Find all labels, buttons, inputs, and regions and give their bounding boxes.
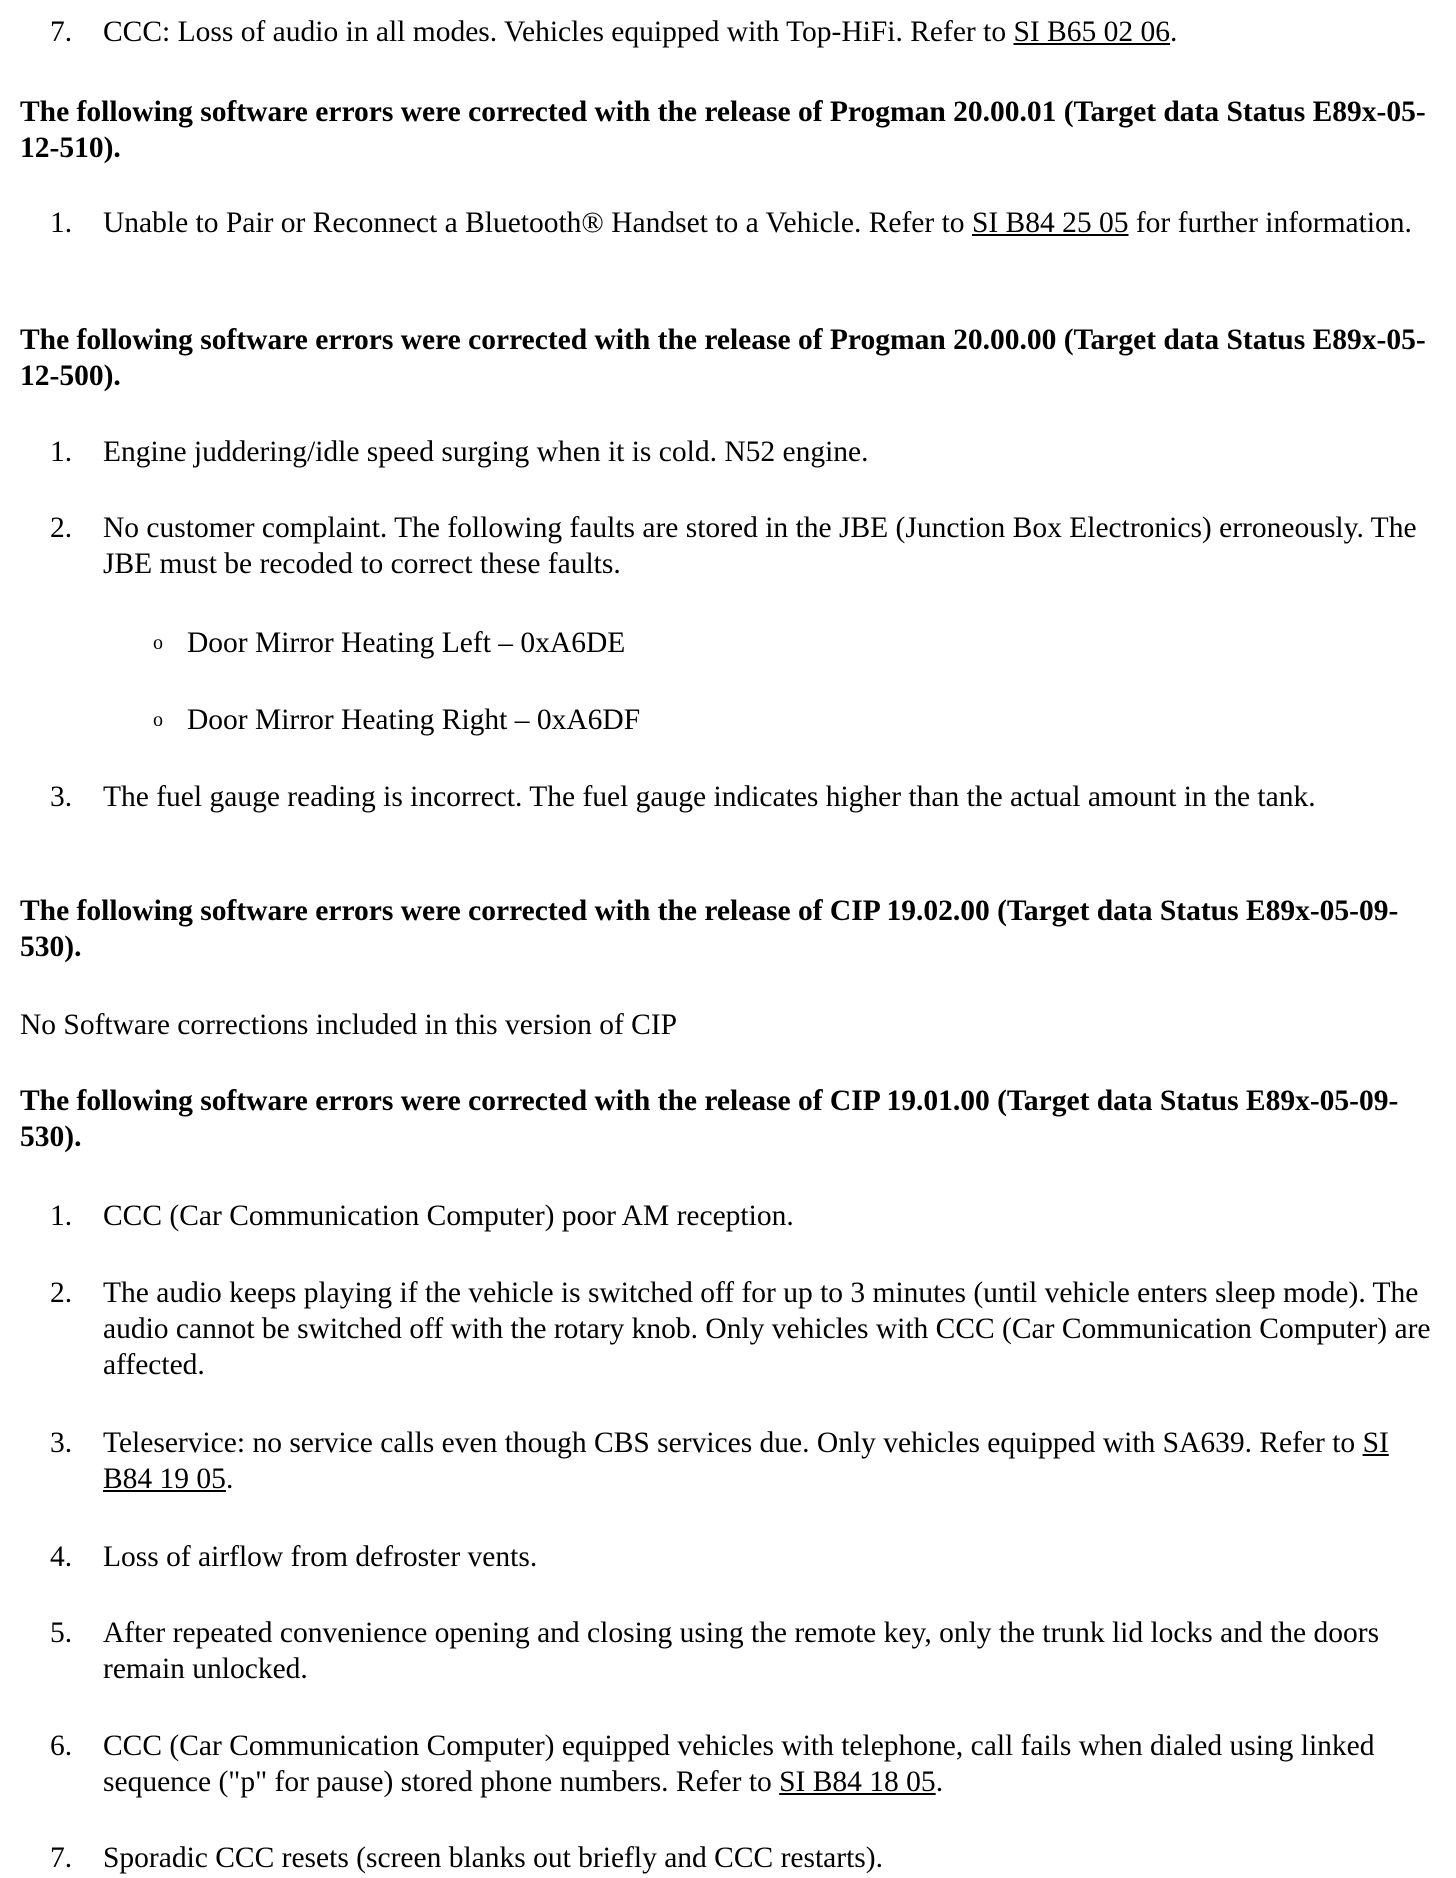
list-number: 2. — [50, 1277, 73, 1309]
si-reference-link[interactable]: SI B65 02 06 — [1013, 16, 1170, 48]
list-text: Unable to Pair or Reconnect a Bluetooth® Handset to a Vehicle. Refer to SI B84 25 05 for further information. — [103, 207, 1412, 239]
list-number: 4. — [50, 1541, 73, 1573]
si-reference-link[interactable]: SI B84 18 05 — [779, 1766, 936, 1798]
list-number: 7. — [50, 1842, 73, 1874]
list-number: 1. — [50, 207, 73, 239]
list-text: Teleservice: no service calls even though CBS services due. Only vehicles equipped with SA639. Refer to SI B84 19 05. — [103, 1427, 1389, 1495]
list-text: After repeated convenience opening and closing using the remote key, only the trunk lid locks and the doors remain unlocked. — [103, 1617, 1380, 1685]
bullet-icon: o — [153, 632, 163, 654]
list-number: 1. — [50, 1200, 73, 1232]
list-number: 3. — [50, 781, 73, 813]
list-number: 5. — [50, 1617, 73, 1649]
list-number: 1. — [50, 436, 73, 468]
list-text: Sporadic CCC resets (screen blanks out briefly and CCC restarts). — [103, 1842, 883, 1874]
section-heading: The following software errors were corrected with the release of CIP 19.01.00 (Target data Status E89x-05-09-530). — [20, 1085, 1399, 1153]
list-text: The audio keeps playing if the vehicle is switched off for up to 3 minutes (until vehicle enters sleep mode). The audio cannot be switched off with the rotary knob. Only vehicles with CCC (Car Communication Computer) are affected. — [103, 1277, 1431, 1381]
list-number: 7. — [50, 16, 73, 48]
list-text: Engine juddering/idle speed surging when it is cold. N52 engine. — [103, 436, 869, 468]
bullet-text: Door Mirror Heating Left – 0xA6DE — [187, 627, 626, 659]
list-text: Loss of airflow from defroster vents. — [103, 1541, 538, 1573]
bullet-icon: o — [153, 709, 163, 731]
list-text: The fuel gauge reading is incorrect. The fuel gauge indicates higher than the actual amount in the tank. — [103, 781, 1316, 813]
section-heading: The following software errors were corrected with the release of Progman 20.00.01 (Target data Status E89x-05-12-510). — [20, 96, 1426, 164]
list-text: CCC: Loss of audio in all modes. Vehicles equipped with Top-HiFi. Refer to SI B65 02 06. — [103, 16, 1178, 48]
list-number: 6. — [50, 1730, 73, 1762]
list-number: 3. — [50, 1427, 73, 1459]
list-number: 2. — [50, 512, 73, 544]
section-heading: The following software errors were corrected with the release of CIP 19.02.00 (Target data Status E89x-05-09-530). — [20, 895, 1399, 963]
list-text: No customer complaint. The following faults are stored in the JBE (Junction Box Electronics) erroneously. The JBE must be recoded to correct these faults. — [103, 512, 1417, 580]
list-text: CCC (Car Communication Computer) equipped vehicles with telephone, call fails when dialed using linked sequence ("p" for pause) stored phone numbers. Refer to SI B84 18 05. — [103, 1730, 1375, 1798]
si-reference-link[interactable]: SI B84 25 05 — [971, 207, 1129, 239]
bullet-text: Door Mirror Heating Right – 0xA6DF — [187, 704, 641, 736]
si-reference-link[interactable]: SI B84 19 05 — [103, 1427, 1389, 1495]
list-text: CCC (Car Communication Computer) poor AM reception. — [103, 1200, 794, 1232]
section-heading: The following software errors were corrected with the release of Progman 20.00.00 (Target data Status E89x-05-12-500). — [20, 324, 1426, 392]
section-note: No Software corrections included in this version of CIP — [20, 1009, 678, 1041]
